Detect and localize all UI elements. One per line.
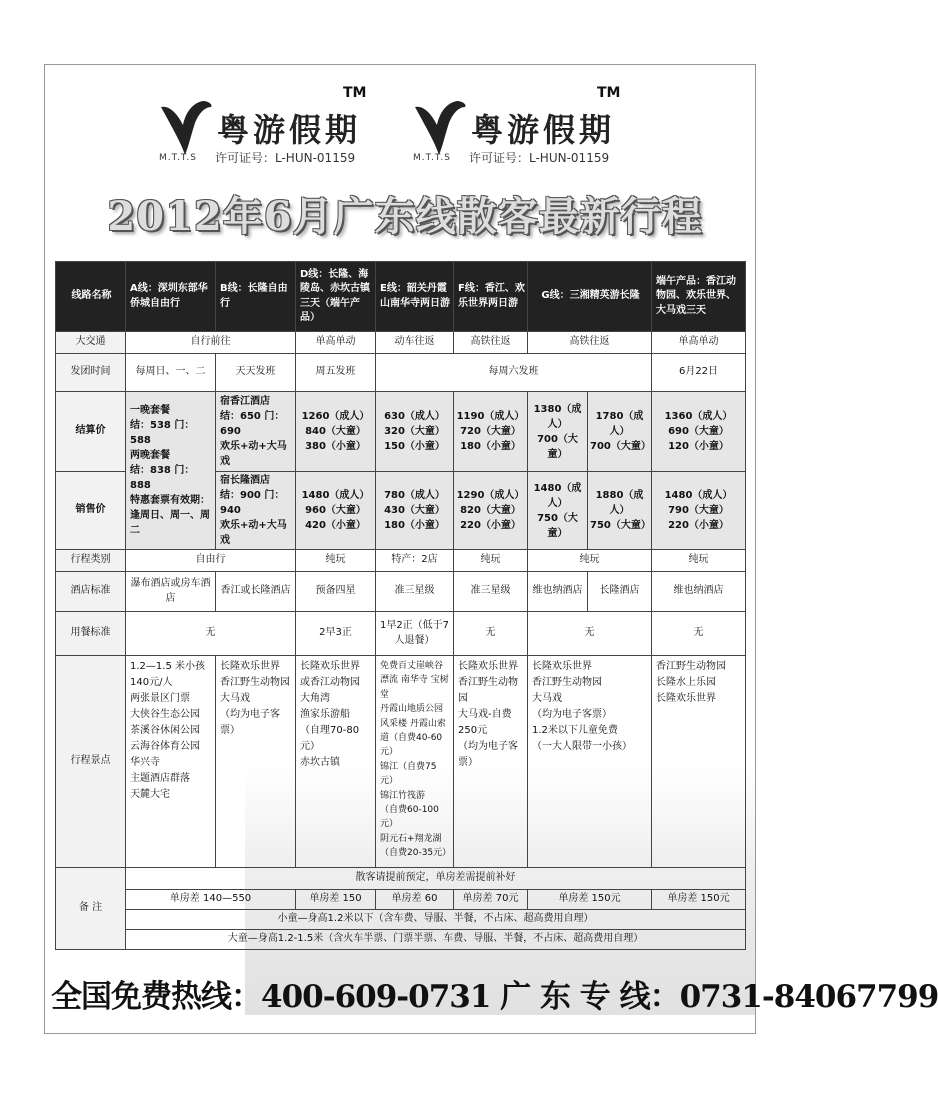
brand-name: 粤游假期 (217, 111, 362, 149)
cell (454, 472, 528, 550)
cell: 每周日、一、二 (126, 354, 216, 392)
row-label: 备 注 (56, 868, 126, 950)
table-row (56, 910, 746, 930)
text-line: 欢乐+动+大马戏 (220, 441, 287, 467)
table-row (56, 392, 746, 472)
cell: 准三星级 (376, 572, 454, 612)
cell: 高铁往返 (528, 332, 652, 354)
text-line: 820（大童） (460, 505, 521, 516)
text-line: 长隆欢乐世界 (656, 693, 716, 704)
cell (454, 392, 528, 472)
text-line: 1880（成人） (595, 490, 644, 516)
cell-spots (652, 656, 746, 868)
cell (588, 472, 652, 550)
cell (376, 472, 454, 550)
cell (652, 472, 746, 550)
text-line: 结：838 门：888 (130, 465, 195, 491)
header-line-d: D线：长隆、海陵岛、赤坎古镇三天（端午产品） (296, 262, 376, 332)
text-line: 750（大童） (537, 512, 578, 539)
text-line: 香江野生动物园 (458, 677, 518, 704)
brand-abbr: M.T.T.S (159, 153, 197, 163)
text-line: 长隆欢乐世界 (458, 661, 518, 672)
itinerary-table (55, 261, 746, 950)
cell: 单房差 150元 (528, 890, 652, 910)
table-row (56, 656, 746, 868)
text-line: 150（小童） (384, 441, 445, 452)
cell-spots (296, 656, 376, 868)
header-route-name: 线路名称 (56, 262, 126, 332)
text-line: 赤坎古镇 (300, 757, 340, 768)
brand-logo-left (155, 85, 367, 173)
text-line: 阴元石+翔龙湖（自费20-35元） (380, 833, 452, 859)
cell-spots (216, 656, 296, 868)
text-line: 大侠谷生态公园 (130, 709, 200, 720)
cell: 小童—身高1.2米以下（含车费、导服、半餐，不占床、超高费用自理） (126, 910, 746, 930)
cell: 周五发班 (296, 354, 376, 392)
trademark: TM (597, 85, 621, 101)
text-line: 1780（成人） (595, 411, 644, 437)
cell: 纯玩 (296, 550, 376, 572)
text-line: 宿香江酒店 (220, 396, 270, 407)
header-line-f: F线：香江、欢乐世界两日游 (454, 262, 528, 332)
text-line: 大马戏-自费250元 (458, 709, 512, 736)
cell: 自行前往 (126, 332, 296, 354)
trademark: TM (343, 85, 367, 101)
text-line: 大马戏 (532, 693, 562, 704)
cell: 单房差 70元 (454, 890, 528, 910)
text-line: 960（大童） (305, 505, 366, 516)
cell: 预备四星 (296, 572, 376, 612)
text-line: 220（小童） (460, 520, 521, 531)
text-line: 长隆欢乐世界 (300, 661, 360, 672)
table-row (56, 354, 746, 392)
cell: 高铁往返 (454, 332, 528, 354)
cell (652, 392, 746, 472)
text-line: 一晚套餐 (130, 405, 170, 416)
cell: 瀑布酒店或房车酒店 (126, 572, 216, 612)
cell: 每周六发班 (376, 354, 652, 392)
cell: 天天发班 (216, 354, 296, 392)
text-line: 120（小童） (668, 441, 729, 452)
text-line: 风采楼 丹霞山索道（自费40-60元） (380, 718, 446, 758)
table-row (56, 930, 746, 950)
text-line: 香江野生动物园 (656, 661, 726, 672)
text-line: 免费百丈崖峡谷漂流 南华寺 宝树堂 (380, 661, 449, 700)
brand-name: 粤游假期 (471, 111, 616, 149)
license-number: 许可证号：L-HUN-01159 (469, 151, 610, 165)
text-line: 欢乐+动+大马戏 (220, 520, 287, 546)
cell: 大童—身高1.2-1.5米（含火车半票、门票半票、车费、导服、半餐，不占床、超高费用自理） (126, 930, 746, 950)
text-line: 大角湾 (300, 693, 330, 704)
cell: 单高单动 (652, 332, 746, 354)
cell-a-prices (126, 392, 216, 550)
text-line: 140元/人 (130, 677, 173, 688)
text-line: 锦江（自费75元） (380, 761, 437, 787)
cell: 特产：2店 (376, 550, 454, 572)
cell: 准三星级 (454, 572, 528, 612)
text-line: 320（大童） (384, 426, 445, 437)
cell: 单房差 150 (296, 890, 376, 910)
cell-spots (126, 656, 216, 868)
text-line: （自费60-100元） (380, 804, 439, 830)
text-line: 1480（成人） (301, 490, 370, 501)
cell: 维也纳酒店 (528, 572, 588, 612)
row-label: 行程景点 (56, 656, 126, 868)
cell: 纯玩 (652, 550, 746, 572)
row-label: 行程类别 (56, 550, 126, 572)
text-line: （一大人限带一小孩） (532, 741, 632, 752)
text-line: 840（大童） (305, 426, 366, 437)
text-line: 1190（成人） (456, 411, 525, 422)
text-line: 结：650 门：690 (220, 411, 285, 437)
cell: 2早3正 (296, 612, 376, 656)
brand-abbr: M.T.T.S (413, 153, 451, 163)
cell: 单房差 60 (376, 890, 454, 910)
cell (296, 472, 376, 550)
text-line: 丹霞山地质公园 (380, 704, 444, 715)
text-line: 香江野生动物园 (532, 677, 602, 688)
flyer-page (44, 64, 938, 1034)
text-line: 750（大童） (590, 520, 651, 531)
cell: 无 (652, 612, 746, 656)
text-line: （均为电子客票） (220, 709, 280, 736)
text-line: 渔家乐游船 (300, 709, 350, 720)
text-line: 180（小童） (384, 520, 445, 531)
text-line: 或香江动物园 (300, 677, 360, 688)
cell: 单房差 140—550 (126, 890, 296, 910)
text-line: 结：900 门：940 (220, 490, 285, 516)
row-label: 销售价 (56, 472, 126, 550)
text-line: 690（大童） (668, 426, 729, 437)
text-line: 1260（成人） (301, 411, 370, 422)
table-header-row (56, 262, 746, 332)
cell-spots (528, 656, 652, 868)
row-label: 大交通 (56, 332, 126, 354)
text-line: 两晚套餐 (130, 450, 170, 461)
cell: 无 (454, 612, 528, 656)
cell (216, 392, 296, 472)
text-line: （均为电子客票） (458, 741, 518, 768)
cell: 散客请提前预定，单房差需提前补好 (126, 868, 746, 890)
header-line-a: A线：深圳东部华侨城自由行 (126, 262, 216, 332)
text-line: 1480（成人） (533, 482, 582, 509)
text-line: 700（大童） (590, 441, 651, 452)
row-label: 发团时间 (56, 354, 126, 392)
text-line: 华兴寺 (130, 757, 160, 768)
text-line: 180（小童） (460, 441, 521, 452)
text-line: 主题酒店群落 (130, 773, 190, 784)
text-line: 1.2米以下儿童免费 (532, 725, 618, 736)
text-line: 宿长隆酒店 (220, 475, 270, 486)
text-line: 香江野生动物园 (220, 677, 290, 688)
cell-spots (376, 656, 454, 868)
cell (376, 392, 454, 472)
text-line: 云海谷体育公园 (130, 741, 200, 752)
cell: 无 (528, 612, 652, 656)
text-line: 两张景区门票 (130, 693, 190, 704)
text-line: （自理70-80元） (300, 725, 360, 752)
table-row (56, 332, 746, 354)
cell: 单高单动 (296, 332, 376, 354)
cell: 纯玩 (528, 550, 652, 572)
text-line: 结：538 门：588 (130, 420, 195, 446)
row-label: 用餐标准 (56, 612, 126, 656)
text-line: （均为电子客票） (532, 709, 612, 720)
cell: 自由行 (126, 550, 296, 572)
text-line: 430（大童） (384, 505, 445, 516)
text-line: 天麓大宅 (130, 789, 170, 800)
text-line: 1.2—1.5 米小孩 (130, 661, 205, 672)
text-line: 长隆欢乐世界 (532, 661, 592, 672)
table-row (56, 868, 746, 890)
table-row (56, 612, 746, 656)
text-line: 长隆水上乐园 (656, 677, 716, 688)
cell (528, 392, 588, 472)
cell: 长隆酒店 (588, 572, 652, 612)
cell (296, 392, 376, 472)
cell (528, 472, 588, 550)
text-line: 780（成人） (384, 490, 445, 501)
table-row (56, 572, 746, 612)
header-line-e: E线：韶关丹霞山南华寺两日游 (376, 262, 454, 332)
text-line: 1380（成人） (533, 403, 582, 430)
cell (216, 472, 296, 550)
text-line: 1480（成人） (664, 490, 733, 501)
table-row (56, 550, 746, 572)
text-line: 1290（成人） (456, 490, 525, 501)
text-line: 特惠套票有效期：逢周日、周一、周二 (130, 495, 210, 536)
cell (588, 392, 652, 472)
text-line: 茶溪谷休闲公园 (130, 725, 200, 736)
header-line-h: 端午产品：香江动物园、欢乐世界、大马戏三天 (652, 262, 746, 332)
cell: 6月22日 (652, 354, 746, 392)
page-title: 2012年6月广东线散客最新行程 (107, 193, 703, 240)
hotline-banner: 全国免费热线：400-609-0731 广 东 专 线：0731-84067799 (51, 979, 938, 1015)
text-line: 锦江竹筏游 (380, 790, 426, 801)
text-line: 420（小童） (305, 520, 366, 531)
cell: 1早2正（低于7人退餐） (376, 612, 454, 656)
cell: 纯玩 (454, 550, 528, 572)
cell: 无 (126, 612, 296, 656)
cell: 动车往返 (376, 332, 454, 354)
cell: 维也纳酒店 (652, 572, 746, 612)
text-line: 630（成人） (384, 411, 445, 422)
cell-spots (454, 656, 528, 868)
header-line-b: B线：长隆自由行 (216, 262, 296, 332)
row-label: 结算价 (56, 392, 126, 472)
text-line: 380（小童） (305, 441, 366, 452)
cell: 香江或长隆酒店 (216, 572, 296, 612)
text-line: 790（大童） (668, 505, 729, 516)
cell: 单房差 150元 (652, 890, 746, 910)
text-line: 700（大童） (537, 433, 578, 460)
text-line: 1360（成人） (664, 411, 733, 422)
brand-logo-right (409, 85, 621, 173)
text-line: 220（小童） (668, 520, 729, 531)
header-line-g: G线：三湘精英游长隆 (528, 262, 652, 332)
row-label: 酒店标准 (56, 572, 126, 612)
text-line: 大马戏 (220, 693, 250, 704)
table-row (56, 890, 746, 910)
text-line: 720（大童） (460, 426, 521, 437)
license-number: 许可证号：L-HUN-01159 (215, 151, 356, 165)
text-line: 长隆欢乐世界 (220, 661, 280, 672)
